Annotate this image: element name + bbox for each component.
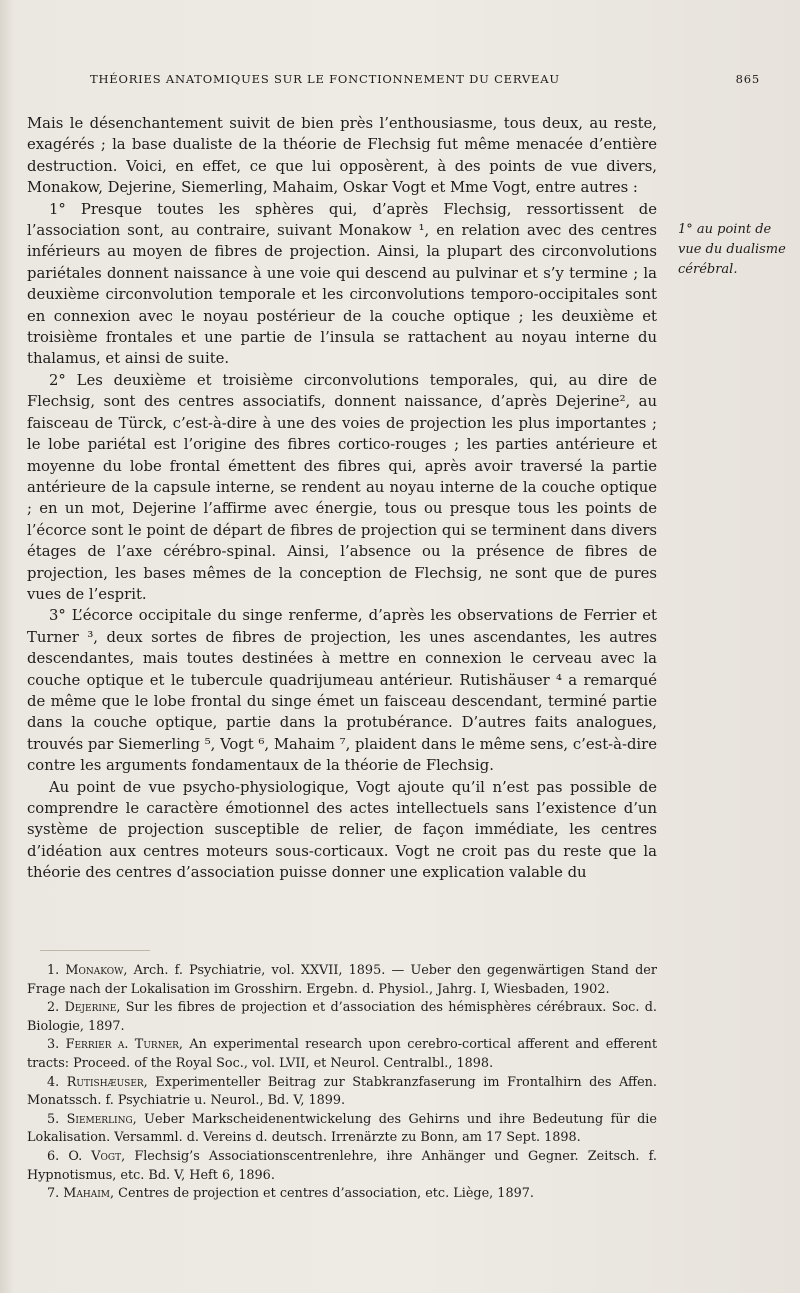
footnote-author: Mahaim, [63,1186,115,1202]
footnote-number: 6. [47,1148,60,1164]
footnote-author: Siemerling, [66,1111,137,1127]
footnote-author: Rutishæuser, [66,1074,148,1090]
page-number: 865 [735,72,760,86]
footnote [27,1148,657,1185]
footnote-author: Monakow, [65,963,128,978]
footnote-number: 2. [47,1000,60,1016]
paragraph-point-2: 2° Les deuxième et troisième circonvolutions temporales, qui, au dire de Flechsig, sont des centres associatifs, donnent naissance, d’après Dejerine², au faisceau de Türck, c’est-à-dire à une des voies de projection les plus importantes ; le lobe pariétal est l’origine des fibres cortico-rouges ; les parties antérieure et moyenne du lobe frontal émettent des fibres qui, après avoir traversé la partie antérieure de la capsule interne, se rendent au noyau interne de la couche optique ; en un mot, Dejerine l’affirme avec énergie, tous ou presque tous les points de l’écorce sont le point de départ de fibres de projection qui se terminent dans divers étages de l’axe cérébro-spinal. Ainsi, l’absence ou la présence de fibres de projection, les bases mêmes de la conception de Flechsig, ne sont que de pures vues de l’esprit. [27,371,657,603]
footnote-text: An experimental research upon cerebro-cortical afferent and efferent tracts: Proceed. of the Royal Soc., vol. LVII, et Neurol. Centralbl., 1898. [27,1037,658,1071]
main-text [27,113,657,884]
footnote-text: Ueber Markscheidenentwickelung des Gehirns und ihre Bedeutung für die Lokalisation. Versamml. d. Vereins d. deutsch. Irrenärzte zu Bonn, am 17 Sept. 1898. [27,1111,657,1146]
footnote-text: Centres de projection et centres d’association, etc. Liège, 1897. [118,1186,534,1202]
footnote-divider [40,950,150,951]
paragraph-point-1: 1° Presque toutes les sphères qui, d’après Flechsig, ressortissent de l’association sont, au contraire, suivant Monakow ¹, en relation avec des centres inférieurs au moyen de fibres de projection. Ainsi, la plupart des circonvolutions pariétales donnent naissance à une voie qui descend au pulvinar et s’y termine ; la deuxième circonvolution temporale et les circonvolutions temporo-occipitales sont en connexion avec le noyau postérieur de la couche optique ; les deuxième et troisième frontales et une partie de l’insula se rattachent au noyau interne du thalamus, et ainsi de suite. [27,200,657,368]
footnote [27,999,657,1036]
paragraph-psycho: Au point de vue psycho-physiologique, Vogt ajoute qu’il n’est pas possible de comprendre le caractère émotionnel des actes intellectuels sans l’existence d’un système de projection susceptible de relier, de façon immédiate, les centres d’idéation aux centres moteurs sous-corticaux. Vogt ne croit pas du reste que la théorie des centres d’association puisse donner une explication valable du [27,778,657,882]
footnote-number: 3. [47,1037,60,1053]
footnote [27,1185,657,1204]
footnote-author: O. Vogt, [68,1148,126,1164]
footnote-author: Ferrier a. Turner, [65,1037,183,1053]
footnote [27,962,657,999]
running-title: THÉORIES ANATOMIQUES SUR LE FONCTIONNEMENT DU CERVEAU [90,72,560,86]
footnote [27,1111,657,1148]
footnote-text: Sur les fibres de projection et d’association des hémisphères cérébraux. Soc. d. Biologie, 1897. [27,1000,657,1034]
margin-note: 1° au point de vue du dualisme cérébral. [678,222,786,277]
paragraph-intro: Mais le désenchantement suivit de bien près l’enthousiasme, tous deux, au reste, exagérés ; la base dualiste de la théorie de Flechsig fut même menacée d’entière destruction. Voici, en effet, ce que lui opposèrent, à des points de vue divers, Monakow, Dejerine, Siemerling, Mahaim, Oskar Vogt et Mme Vogt, entre autres : [27,115,657,197]
footnotes [27,962,657,1204]
footnote-number: 1. [47,963,60,978]
footnote-author: Dejerine, [64,1000,121,1016]
paragraph-point-3: 3° L’écorce occipitale du singe renferme, d’après les observations de Ferrier et Turner ³, deux sortes de fibres de projection, les unes ascendantes, les autres descendantes, mais toutes destinées à mettre en connexion le cerveau avec la couche optique et le tubercule quadrijumeau antérieur. Rutishäuser ⁴ a remarqué de même que le lobe frontal du singe émet un faisceau descendant, terminé partie dans la couche optique, partie dans la protubérance. D’autres faits analogues, trouvés par Siemerling ⁵, Vogt ⁶, Mahaim ⁷, plaident dans le même sens, c’est-à-dire contre les arguments fondamentaux de la théorie de Flechsig. [27,607,657,775]
footnote-text: Flechsig’s Associationscentrenlehre, ihre Anhänger und Gegner. Zeitsch. f. Hypnotismus, etc. Bd. V, Heft 6, 1896. [27,1148,657,1183]
footnote-text: Experimenteller Beitrag zur Stabkranzfaserung im Frontalhirn des Affen. Monatssch. f. Psychiatrie u. Neurol., Bd. V, 1899. [27,1074,657,1109]
footnote [27,1036,657,1073]
footnote-number: 4. [47,1074,60,1090]
footnote-number: 5. [47,1111,60,1127]
footnote [27,1074,657,1111]
footnote-number: 7. [47,1186,60,1202]
footnote-text: Arch. f. Psychiatrie, vol. XXVII, 1895. — Ueber den gegenwärtigen Stand der Frage nach der Lokalisation im Grosshirn. Ergebn. d. Physiol., Jahrg. I, Wiesbaden, 1902. [27,963,657,997]
